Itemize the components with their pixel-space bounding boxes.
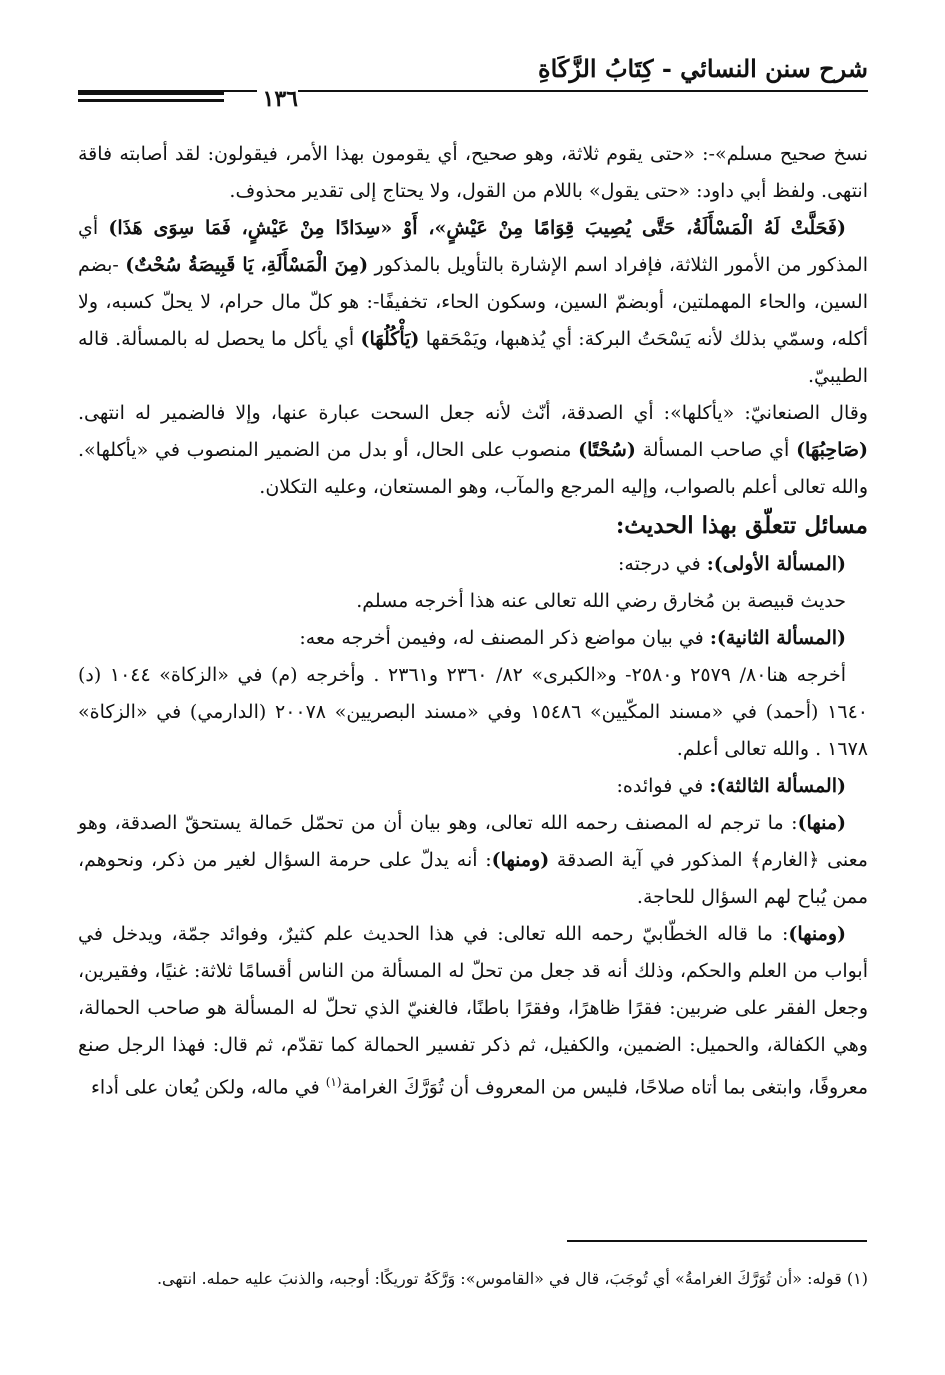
running-title: شرح سنن النسائي - كِتَابُ الزَّكَاةِ <box>538 54 868 83</box>
issue-label: (المسألة الثانية): <box>709 627 846 649</box>
paragraph <box>78 546 868 583</box>
footnote-text: (١) قوله: «أن تُوَرَّكَ الغرامةُ» أي تُوجَبَ، قال في «القاموس»: وَرَّكَهُ توريكًا: أوجبه، والذنبَ عليه حمله. انتهى. <box>156 1269 868 1288</box>
paragraph <box>78 210 868 395</box>
paragraph <box>78 620 868 657</box>
rule-line <box>78 92 224 95</box>
text-run: : أنه يدلّ على حرمة السؤال لغير من ذكر، ونحوهم، ممن يُباح لهم السؤال للحاجة. <box>78 849 868 908</box>
text-run: في ماله، ولكن يُعان على أداء <box>90 1076 326 1099</box>
issue-title: في بيان مواضع ذكر المصنف له، وفيمن أخرجه معه: <box>299 627 710 649</box>
hadith-quote: (صَاحِبُهَا) <box>796 439 868 461</box>
issue-label: (المسألة الثالثة): <box>709 775 846 797</box>
paragraph <box>78 657 868 768</box>
paragraph <box>78 583 868 620</box>
text-run: : ما ترجم له المصنف رحمه الله تعالى، وهو بيان أن من تحمّل حَمالة يستحقّ الصدقة، وهو معنى ﴿الغارم﴾ المذكور في آية الصدقة <box>78 812 868 871</box>
page-number-lines <box>78 92 224 106</box>
text-run: -بضم السين، والحاء المهملتين، أوبضمّ السين، وسكون الحاء، تخفيفًا-: هو كلّ مال حرام، لا يحلّ كسبه، ولا أكله، وسمّي بذلك لأنه يَسْحَتُ البركة: أي يُذهبها، ويَمْحَقها <box>78 254 868 350</box>
paragraph <box>78 395 868 506</box>
paragraph <box>78 805 868 916</box>
footnote-separator <box>567 1240 867 1242</box>
text-run: أي المذكور من الأمور الثلاثة، فإفراد اسم الإشارة بالتأويل بالمذكور <box>78 217 868 276</box>
text-run: وقال الصنعانيّ: «يأكلها»: أي الصدقة، أنّث لأنه جعل السحت عبارة عنها، وإلا فالضمير له انتهى. <box>78 402 868 424</box>
issue-title: في فوائده: <box>616 775 710 797</box>
footnote-reference[interactable]: (١) <box>325 1075 342 1089</box>
hadith-quote: (فَحَلَّتْ لَهُ الْمَسْأَلَةُ، حَتَّى يُصِيبَ قِوَامًا مِنْ عَيْشٍ»، أَوْ «سِدَادًا مِنْ عَيْشٍ، فَمَا سِوَى هَذَا) <box>108 217 846 239</box>
paragraph <box>78 916 868 1106</box>
hadith-quote: (سُحْتًا) <box>578 439 636 461</box>
text-run: أي صاحب المسألة <box>635 439 797 461</box>
page-number: ١٣٦ <box>257 86 298 112</box>
text-run: أخرجه هنا٨٠/ ٢٥٧٩ و٢٥٨٠- و«الكبرى» ٨٢/ ٢٣٦٠ و٢٣٦١ . وأخرجه (م) في «الزكاة» ١٠٤٤ (د) ١٦٤٠ (أحمد) في «مسند المكّيين» ١٥٤٨٦ وفي «مسند البصريين» ٢٠٠٧٨ (الدارمي) في «الزكاة» ١٦٧٨ . والله تعالى أعلم. <box>78 664 868 760</box>
section-heading: مسائل تتعلّق بهذا الحديث: <box>615 512 868 539</box>
text-run: أي يأكل ما يحصل له بالمسألة. قاله الطيبيّ. <box>78 328 868 387</box>
hadith-quote: (مِنَ الْمَسْأَلَةِ، يَا قَبِيصَةُ سُحْتٌ) <box>125 254 369 276</box>
footnote <box>78 1262 868 1296</box>
text-run: حديث قبيصة بن مُخارق رضي الله تعالى عنه هذا أخرجه مسلم. <box>356 590 846 612</box>
paragraph <box>78 136 868 210</box>
benefit-label: (ومنها) <box>788 923 846 945</box>
text-run: نسخ صحيح مسلم»-: «حتى يقوم ثلاثة، وهو صحيح، أي يقومون بهذا الأمر، فيقولون: لقد أصابته فاقة انتهى. ولفظ أبي داود: «حتى يقول» باللام من القول، ولا يحتاج إلى تقدير محذوف. <box>78 143 868 202</box>
issue-label: (المسألة الأولى): <box>706 553 846 575</box>
issue-title: في درجته: <box>618 553 707 575</box>
hadith-quote: (يَأْكُلُهَا) <box>360 328 420 350</box>
paragraph <box>78 768 868 805</box>
benefit-label: (منها) <box>797 812 846 834</box>
rule-line <box>78 99 224 102</box>
page-number-bar <box>78 86 298 112</box>
benefit-label: (ومنها) <box>491 849 550 871</box>
text-run: : ما قاله الخطّابيّ رحمه الله تعالى: في هذا الحديث علم كثيرٌ، وفوائد جمّة، ويدخل في أبواب من العلم والحكم، وذلك أنه قد جعل من تحلّ له المسألة من الناس أقسامًا ثلاثة: غنيًا، وفقيرين، وجعل الفقر على ضربين: فقرًا ظاهرًا، وفقرًا باطنًا، فالغنيّ الذي تحلّ له المسألة هو صاحب الحمالة، وهي الكفالة، والحميل: الضمين، والكفيل، ثم ذكر تفسير الحمالة كما تقدّم، ثم قال: فهذا الرجل صنع معروفًا، وابتغى بما أتاه صلاحًا، فليس من المعروف أن تُوَرَّكَ الغرامة <box>78 923 868 1099</box>
body-text <box>78 136 868 1106</box>
text-run: منصوب على الحال، أو بدل من الضمير المنصوب في «يأكلها». والله تعالى أعلم بالصواب، وإليه المرجع والمآب، وهو المستعان، وعليه التكلان. <box>78 439 868 498</box>
